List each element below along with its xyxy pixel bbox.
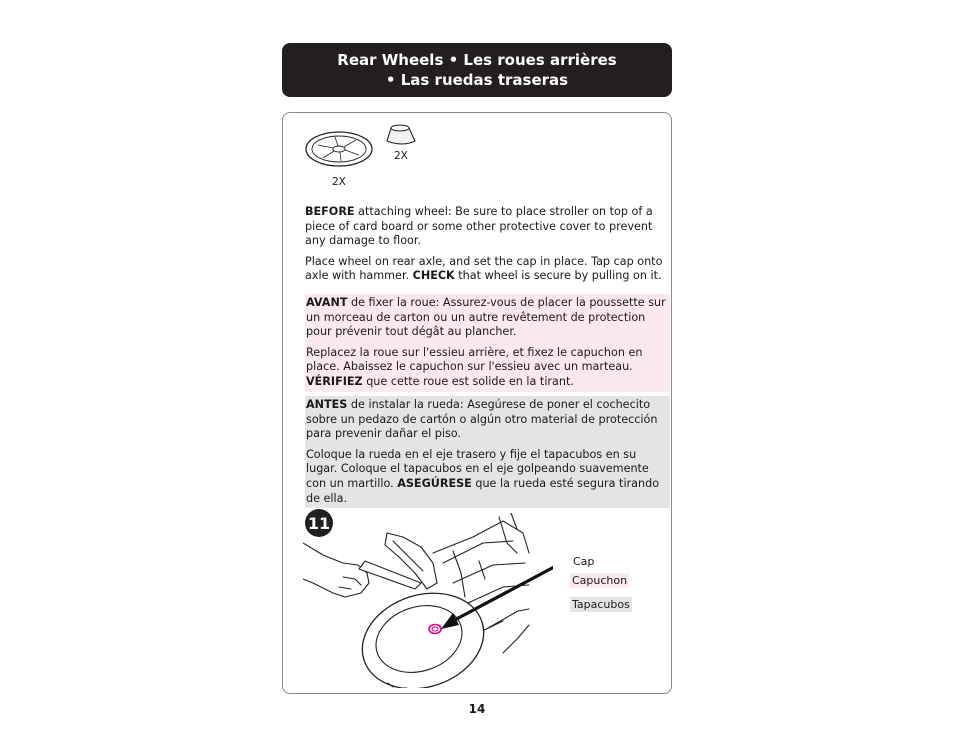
- french-p2-text-start: Replacez la roue sur l'essieu arrière, et fixez le capuchon en place. Abaissez le capuchon sur l'essieu avec un marteau.: [306, 345, 643, 374]
- spanish-p2-text-end: que la rueda esté segura tirando de ella.: [306, 476, 660, 505]
- page-number: 14: [468, 702, 486, 716]
- spanish-p2-text-start: Coloque la rueda en el eje trasero y fije el tapacubos en su lugar. Coloque el tapacubos en el eje golpeando suavemente con un martillo.: [306, 447, 649, 490]
- axle-cap-icon: [429, 625, 441, 634]
- label-capuchon: Capuchon: [572, 574, 628, 587]
- wheel-part-icon: [306, 132, 372, 166]
- spanish-instructions: [305, 396, 670, 508]
- header-title-line2: • Las ruedas traseras: [385, 71, 569, 89]
- spanish-paragraph-1: [306, 398, 668, 442]
- english-check-keyword: CHECK: [412, 269, 455, 283]
- pointer-arrow: [441, 559, 553, 629]
- french-verifiez-keyword: VÉRIFIEZ: [306, 374, 363, 388]
- english-p2-text-end: that wheel is secure by pulling on it.: [454, 269, 662, 283]
- step-illustration: [303, 513, 553, 688]
- english-instructions: [305, 205, 667, 290]
- french-p1-text: de fixer la roue: Assurez-vous de placer la poussette sur un morceau de carton ou un autre revêtement de protection pour prévenir tout dégât au plancher.: [306, 296, 666, 339]
- english-p2-text-start: Place wheel on rear axle, and set the cap in place. Tap cap onto axle with hammer.: [305, 254, 663, 283]
- cap-quantity: 2X: [394, 150, 408, 162]
- label-tapacubos: Tapacubos: [572, 598, 630, 611]
- english-paragraph-1: [305, 205, 667, 249]
- spanish-asegurese-keyword: ASEGÚRESE: [397, 476, 472, 490]
- wheel-quantity: 2X: [332, 176, 346, 188]
- english-p1-text: attaching wheel: Be sure to place stroller on top of a piece of card board or some other protective cover to prevent any damage to floor.: [305, 205, 653, 248]
- wheel-icon: [350, 578, 496, 688]
- hand-icon: [303, 543, 369, 597]
- spanish-p1-text: de instalar la rueda: Asegúrese de poner el cochecito sobre un pedazo de cartón o algún otro material de protección para prevenir dañar el piso.: [306, 398, 658, 441]
- spanish-antes-keyword: ANTES: [306, 398, 348, 411]
- french-paragraph-2: [306, 346, 668, 390]
- french-paragraph-1: [306, 296, 668, 340]
- label-cap: Cap: [573, 555, 595, 568]
- french-p2-text-end: que cette roue est solide en la tirant.: [362, 374, 574, 388]
- section-header: [282, 43, 672, 97]
- english-paragraph-2: [305, 255, 667, 284]
- spanish-paragraph-2: [306, 448, 668, 506]
- hammer-icon: [359, 533, 437, 589]
- header-title-line1: Rear Wheels • Les roues arrières: [337, 51, 617, 69]
- instruction-panel: [282, 112, 672, 694]
- french-instructions: [305, 294, 670, 392]
- parts-illustration: [283, 113, 443, 193]
- step-number-badge: 11: [305, 509, 333, 537]
- cap-part-icon: [387, 125, 415, 144]
- english-before-keyword: BEFORE: [305, 205, 355, 218]
- french-avant-keyword: AVANT: [306, 296, 348, 309]
